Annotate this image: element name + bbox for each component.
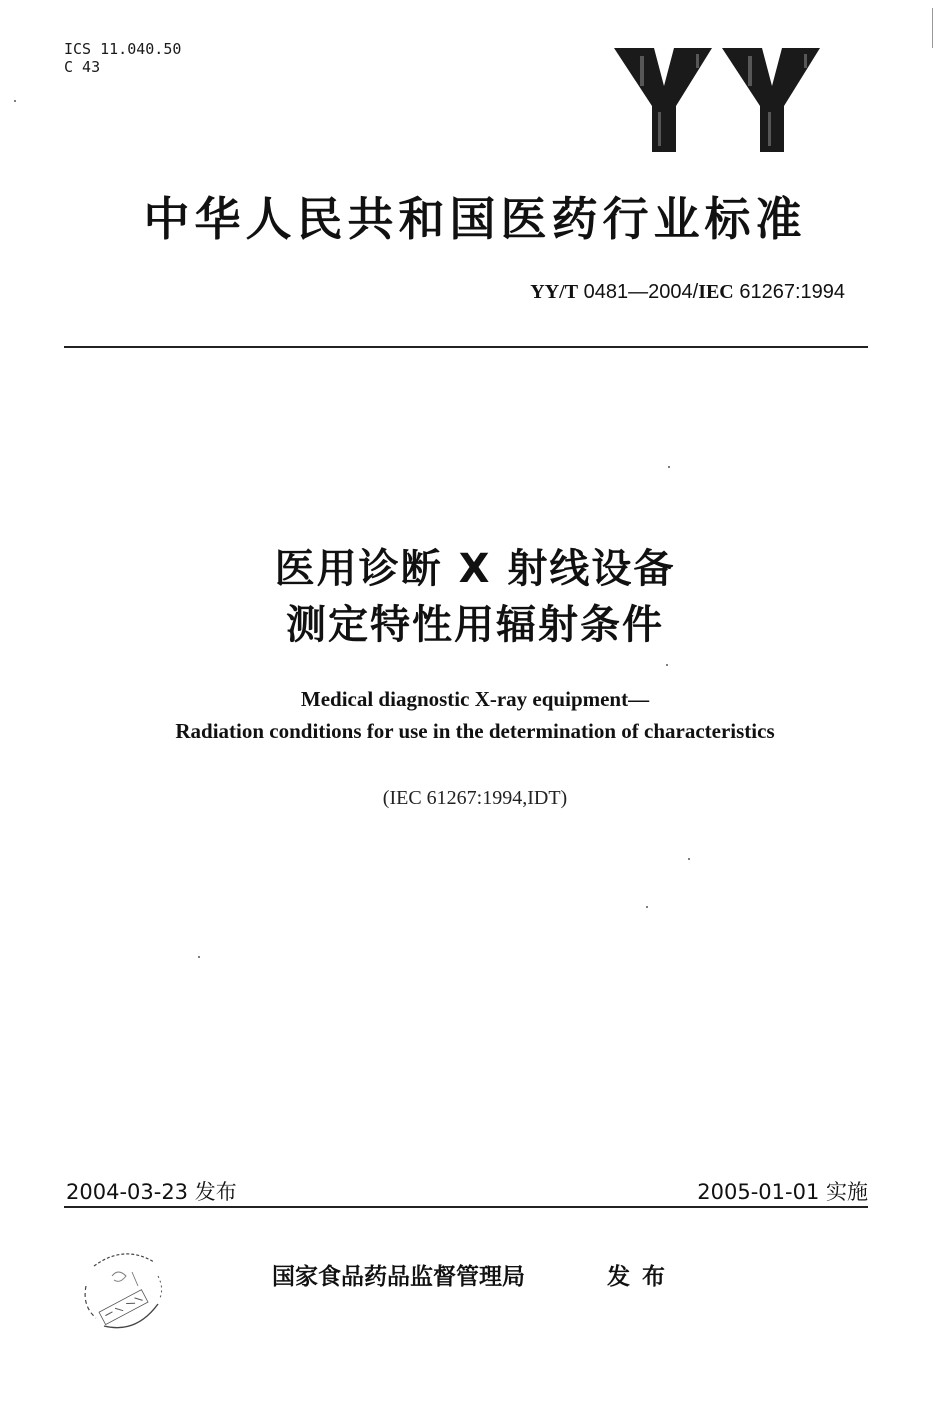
scan-speck xyxy=(666,664,668,666)
code-suffix: 61267:1994 xyxy=(733,281,845,303)
official-seal-stamp xyxy=(74,1246,174,1336)
scan-edge-mark xyxy=(932,8,933,48)
standard-code xyxy=(530,281,845,304)
scan-speck xyxy=(198,956,200,958)
ics-code: ICS 11.040.50 xyxy=(64,40,182,58)
code-number: 0481—2004/ xyxy=(578,281,699,303)
scan-speck xyxy=(668,466,670,468)
iec-identity: (IEC 61267:1994,IDT) xyxy=(382,787,568,809)
issue-date: 2004-03-23 发布 xyxy=(66,1180,237,1204)
implementation-date: 2005-01-01 实施 xyxy=(697,1180,868,1204)
footer-rule xyxy=(64,1206,868,1208)
chinese-title-line2: 测定特性用辐射条件 xyxy=(286,602,664,648)
stamp-text-mark xyxy=(99,1290,148,1325)
code-iec: IEC xyxy=(698,281,734,303)
code-prefix: YY/T xyxy=(530,281,579,303)
scan-speck xyxy=(14,100,16,102)
standard-title: 中华人民共和国医药行业标准 xyxy=(143,192,807,246)
header-rule xyxy=(64,346,868,348)
ccs-code: C 43 xyxy=(64,58,101,76)
yy-logo xyxy=(612,46,822,154)
scan-speck xyxy=(688,858,690,860)
english-title-line2: Radiation conditions for use in the determination of characteristics xyxy=(175,719,775,743)
scan-speck xyxy=(646,906,648,908)
issuing-authority: 国家食品药品监督管理局 xyxy=(272,1264,525,1290)
ics-classification xyxy=(64,40,181,76)
publish-label: 发布 xyxy=(607,1264,677,1290)
english-title-line1: Medical diagnostic X-ray equipment— xyxy=(300,687,650,711)
chinese-title-line1: 医用诊断 X 射线设备 xyxy=(274,546,676,592)
